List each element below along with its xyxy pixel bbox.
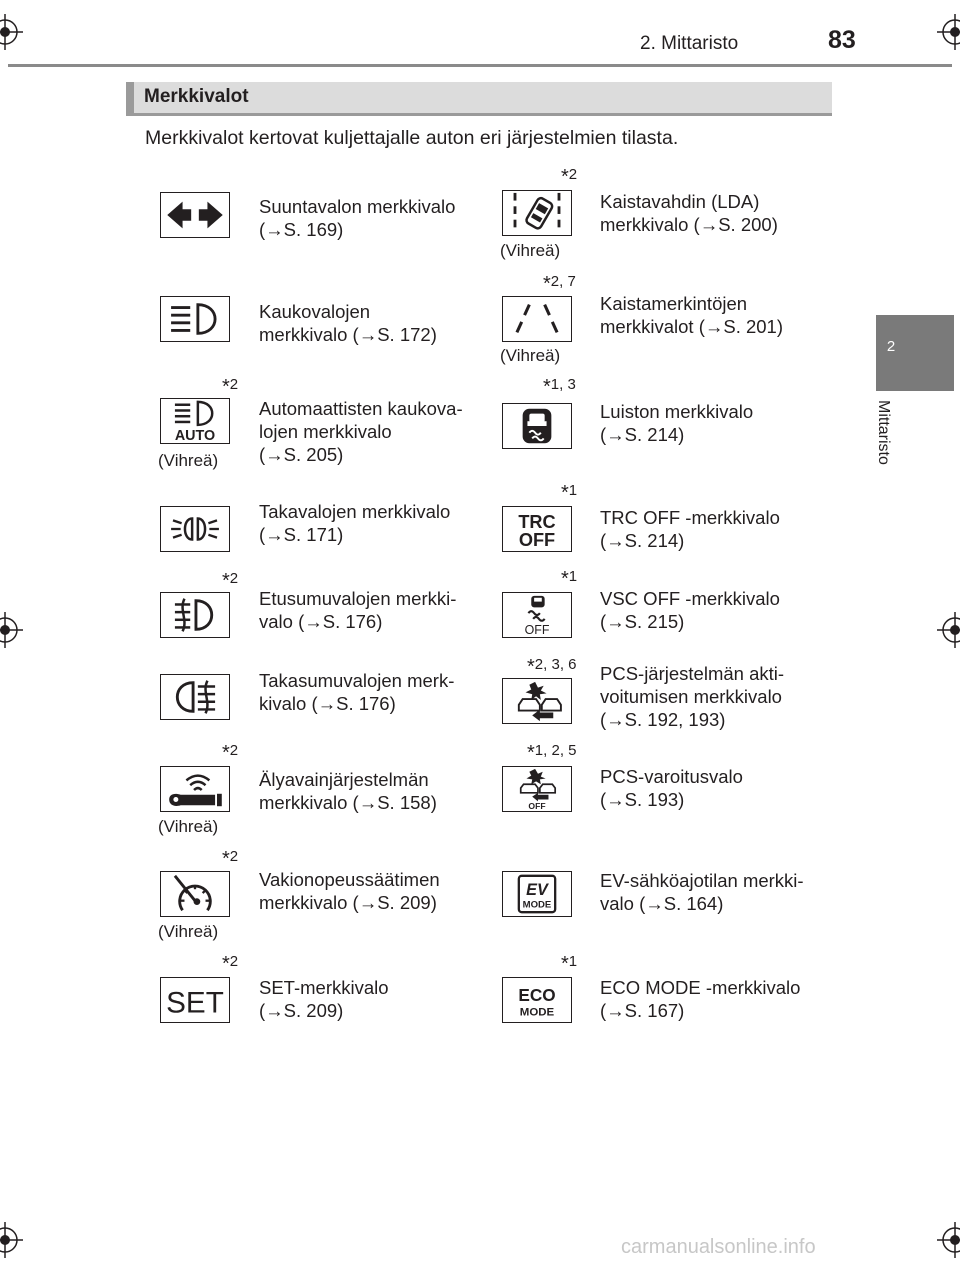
note-smart-key: *2 [222,742,239,764]
green-label-lda: (Vihreä) [500,241,561,260]
desc-turn-signal: Suuntavalon merkkivalo (→S. 169) [259,196,456,240]
desc-pcs-operation: PCS-järjestelmän akti- voitumisen merkkivalo (→S. 192, 193) [600,663,785,730]
header-rule [8,64,952,67]
page-number: 83 [828,26,856,54]
desc-smart-key: Älyavainjärjestelmän merkkivalo (→S. 158) [259,769,437,813]
set-icon [160,977,230,1023]
desc-lane-markings: Kaistamerkintöjen merkkivalot (→S. 201) [600,293,783,337]
note-set: *2 [222,953,239,975]
note-trc-off: *1 [561,482,578,504]
auto-high-beam-icon [160,398,230,444]
svg-text:MODE: MODE [519,1006,555,1019]
green-label-cruise-control: (Vihreä) [158,922,219,941]
desc-tail-light: Takavalojen merkkivalo (→S. 171) [259,501,451,545]
crop-mark-bottom-left [0,1222,23,1258]
svg-text:AUTO: AUTO [174,428,216,443]
rear-fog-light-icon [160,674,230,720]
desc-high-beam: Kaukovalojen merkkivalo (→S. 172) [259,301,437,345]
chapter-tab-number: 2 [886,338,896,355]
desc-auto-high-beam: Automaattisten kaukova- lojen merkkivalo (→S. 205) [259,398,463,465]
note-cruise-control: *2 [222,848,239,870]
crop-mark-mid-left [0,612,23,648]
ev-mode-icon [502,871,572,917]
high-beam-icon [160,296,230,342]
note-lane-markings: *2, 7 [543,273,576,295]
watermark-footer: carmanualsonline.info [621,1236,816,1258]
note-eco-mode: *1 [561,953,578,975]
svg-text:TRC: TRC [518,512,556,533]
desc-trc-off: TRC OFF -merkkivalo (→S. 214) [600,507,780,551]
note-lda: *2 [561,166,578,188]
desc-lda: Kaistavahdin (LDA) merkkivalo (→S. 200) [600,191,778,235]
cruise-control-icon [160,871,230,917]
green-label-auto-high-beam: (Vihreä) [158,451,219,470]
header-section: 2. Mittaristo [640,33,739,54]
svg-text:ECO: ECO [518,984,556,1005]
note-vsc-off: *1 [561,568,578,590]
vsc-off-icon [502,592,572,638]
crop-mark-mid-right [937,612,960,648]
desc-front-fog: Etusumuvalojen merkki- valo (→S. 176) [259,588,457,632]
green-label-smart-key: (Vihreä) [158,817,219,836]
lane-departure-alert-icon [502,190,572,236]
chapter-tab-label: Mittaristo [875,400,892,465]
crop-mark-top-left [0,14,23,50]
desc-rear-fog: Takasumuvalojen merk- kivalo (→S. 176) [259,670,455,714]
tail-light-icon [160,506,230,552]
pcs-operation-icon [502,678,572,724]
svg-text:OFF: OFF [528,801,546,811]
svg-text:OFF: OFF [524,623,550,637]
note-slip: *1, 3 [543,376,576,398]
desc-set: SET-merkkivalo (→S. 209) [259,977,389,1021]
slip-indicator-icon [502,403,572,449]
desc-slip: Luiston merkkivalo (→S. 214) [600,401,754,445]
desc-vsc-off: VSC OFF -merkkivalo (→S. 215) [600,588,780,632]
pcs-warning-icon [502,766,572,812]
note-front-fog: *2 [222,570,239,592]
note-auto-high-beam: *2 [222,376,239,398]
desc-ev-mode: EV-sähköajotilan merkki- valo (→S. 164) [600,870,804,914]
desc-cruise-control: Vakionopeussäätimen merkkivalo (→S. 209) [259,869,440,913]
green-label-lane-markings: (Vihreä) [500,346,561,365]
turn-signal-icon [160,192,230,238]
note-pcs-operation: *2, 3, 6 [527,656,577,678]
svg-text:OFF: OFF [518,530,556,551]
eco-mode-icon [502,977,572,1023]
desc-pcs-warning: PCS-varoitusvalo (→S. 193) [600,766,743,810]
desc-eco-mode: ECO MODE -merkkivalo (→S. 167) [600,977,801,1021]
section-title: Merkkivalot [144,86,249,107]
crop-mark-top-right [937,14,960,50]
lane-markings-icon [502,296,572,342]
smart-key-icon [160,766,230,812]
crop-mark-bottom-right [937,1222,960,1258]
svg-text:SET: SET [166,986,224,1020]
trc-off-icon [502,506,572,552]
svg-text:MODE: MODE [522,899,552,911]
note-pcs-warning: *1, 2, 5 [527,742,577,764]
intro-text: Merkkivalot kertovat kuljettajalle auton eri järjestelmien tilasta. [145,127,679,149]
svg-text:EV: EV [526,880,548,899]
front-fog-light-icon [160,592,230,638]
